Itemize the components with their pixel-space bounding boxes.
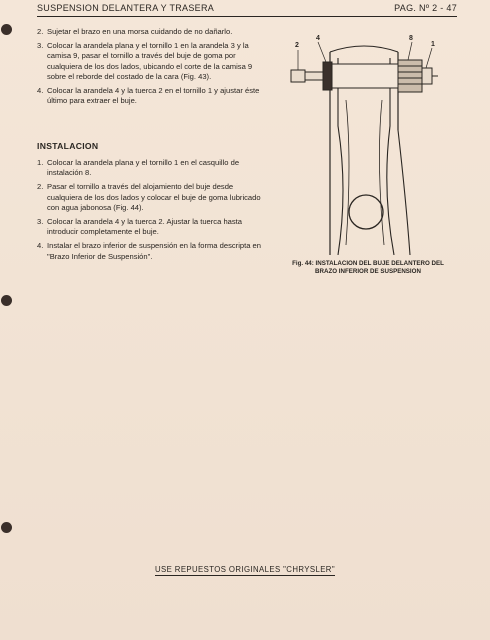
installation-steps <box>37 158 261 266</box>
bushing-installation-figure <box>286 30 446 255</box>
footer-text: USE REPUESTOS ORIGINALES "CHRYSLER" <box>155 565 335 574</box>
installation-step: 4. Instalar el brazo inferior de suspensión en la forma descripta en "Brazo Inferior de Suspensión". <box>37 241 262 261</box>
figure-label: 4 <box>316 35 320 42</box>
section-title: SUSPENSION DELANTERA Y TRASERA <box>37 3 215 13</box>
page-footer <box>0 565 490 574</box>
figure-label: 1 <box>431 41 435 48</box>
binder-hole-middle <box>1 295 12 306</box>
installation-step: 1. Colocar la arandela plana y el tornillo 1 en el casquillo de instalación 8. <box>37 158 240 178</box>
removal-step: 2. Sujetar el brazo en una morsa cuidando de no dañarlo. <box>37 27 233 36</box>
binder-hole-top <box>1 24 12 35</box>
figure-label: 8 <box>409 35 413 42</box>
installation-step: 3. Colocar la arandela 4 y la tuerca 2. Ajustar la tuerca hasta introducir completamente el buje. <box>37 217 243 237</box>
figure-caption: Fig. 44: INSTALACION DEL BUJE DELANTERO DEL BRAZO INFERIOR DE SUSPENSION <box>292 260 444 275</box>
figure-label: 2 <box>295 42 299 49</box>
removal-steps <box>37 27 261 110</box>
removal-step: 3. Colocar la arandela plana y el tornillo 1 en la arandela 3 y la camisa 9, pasar el tornillo a través del buje de goma por cualquiera de los dos lados, ubicando el corte de la camisa 9 sobre el reborde del costado de la cara (Fig. 43). <box>37 41 253 81</box>
binder-hole-bottom <box>1 522 12 533</box>
installation-heading: INSTALACION <box>37 141 99 151</box>
installation-step: 2. Pasar el tornillo a través del alojamiento del buje desde cualquiera de los dos lados y colocar el buje de goma lubricado con agua jabonosa (Fig. 44). <box>37 182 261 212</box>
page-number: PAG. Nº 2 - 47 <box>394 3 457 13</box>
removal-step: 4. Colocar la arandela 4 y la tuerca 2 en el tornillo 1 y ajustar éste último para extraer el buje. <box>37 86 260 106</box>
page-header <box>37 0 457 17</box>
